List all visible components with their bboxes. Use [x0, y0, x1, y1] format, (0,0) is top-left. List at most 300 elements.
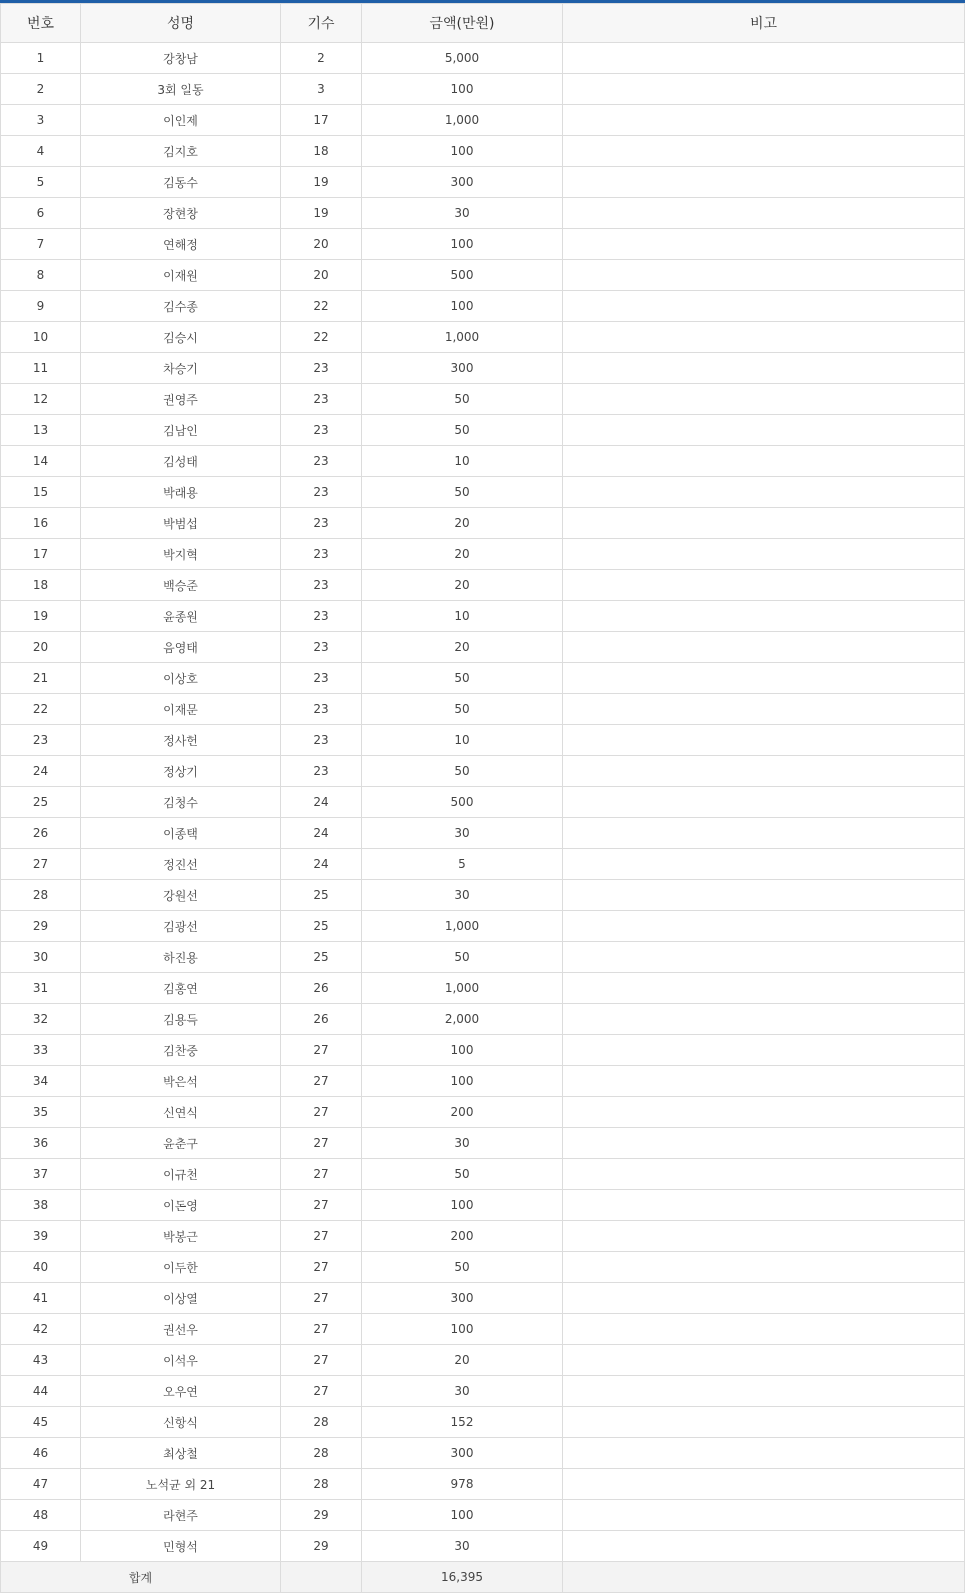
header-class: 기수: [281, 4, 362, 43]
cell-amount: 100: [362, 1314, 563, 1345]
cell-class: 23: [281, 415, 362, 446]
cell-name: 신항식: [81, 1407, 281, 1438]
table-row: [1, 1407, 965, 1438]
cell-name: 김성태: [81, 446, 281, 477]
table-row: [1, 198, 965, 229]
cell-class: 27: [281, 1252, 362, 1283]
total-amount: 16,395: [362, 1562, 563, 1593]
cell-amount: 30: [362, 1128, 563, 1159]
cell-amount: 300: [362, 167, 563, 198]
cell-note: [563, 787, 965, 818]
cell-no: 32: [1, 1004, 81, 1035]
cell-name: 박범섭: [81, 508, 281, 539]
cell-amount: 10: [362, 725, 563, 756]
cell-no: 20: [1, 632, 81, 663]
cell-no: 48: [1, 1500, 81, 1531]
cell-note: [563, 198, 965, 229]
cell-no: 14: [1, 446, 81, 477]
table-row: [1, 911, 965, 942]
table-row: [1, 74, 965, 105]
cell-amount: 50: [362, 1252, 563, 1283]
cell-note: [563, 570, 965, 601]
cell-no: 37: [1, 1159, 81, 1190]
cell-no: 36: [1, 1128, 81, 1159]
cell-note: [563, 1531, 965, 1562]
cell-no: 22: [1, 694, 81, 725]
table-row: [1, 1190, 965, 1221]
table-row: [1, 880, 965, 911]
cell-amount: 100: [362, 1066, 563, 1097]
cell-note: [563, 880, 965, 911]
cell-note: [563, 446, 965, 477]
cell-amount: 300: [362, 353, 563, 384]
cell-name: 박지혁: [81, 539, 281, 570]
cell-name: 강원선: [81, 880, 281, 911]
cell-note: [563, 1066, 965, 1097]
cell-name: 하진용: [81, 942, 281, 973]
cell-name: 노석균 외 21: [81, 1469, 281, 1500]
cell-note: [563, 1128, 965, 1159]
cell-note: [563, 291, 965, 322]
cell-name: 이석우: [81, 1345, 281, 1376]
cell-note: [563, 1221, 965, 1252]
cell-note: [563, 229, 965, 260]
cell-no: 47: [1, 1469, 81, 1500]
table-row: [1, 818, 965, 849]
cell-amount: 50: [362, 415, 563, 446]
table-row: [1, 1159, 965, 1190]
cell-class: 18: [281, 136, 362, 167]
cell-no: 13: [1, 415, 81, 446]
cell-no: 19: [1, 601, 81, 632]
cell-amount: 300: [362, 1438, 563, 1469]
cell-amount: 30: [362, 1376, 563, 1407]
table-header-row: [1, 4, 965, 43]
cell-amount: 20: [362, 632, 563, 663]
cell-no: 1: [1, 43, 81, 74]
cell-class: 25: [281, 942, 362, 973]
cell-class: 19: [281, 198, 362, 229]
cell-note: [563, 477, 965, 508]
table-row: [1, 260, 965, 291]
cell-name: 장현창: [81, 198, 281, 229]
cell-name: 연해정: [81, 229, 281, 260]
cell-name: 이돈영: [81, 1190, 281, 1221]
table-row: [1, 632, 965, 663]
cell-note: [563, 1035, 965, 1066]
cell-class: 27: [281, 1314, 362, 1345]
table-row: [1, 663, 965, 694]
table-row: [1, 1345, 965, 1376]
cell-no: 49: [1, 1531, 81, 1562]
cell-no: 44: [1, 1376, 81, 1407]
cell-name: 이재문: [81, 694, 281, 725]
cell-note: [563, 74, 965, 105]
cell-name: 김지호: [81, 136, 281, 167]
cell-class: 23: [281, 694, 362, 725]
cell-note: [563, 43, 965, 74]
cell-amount: 1,000: [362, 973, 563, 1004]
cell-note: [563, 663, 965, 694]
cell-amount: 100: [362, 74, 563, 105]
table-row: [1, 1469, 965, 1500]
table-row: [1, 1376, 965, 1407]
cell-amount: 100: [362, 229, 563, 260]
cell-name: 김찬중: [81, 1035, 281, 1066]
cell-note: [563, 818, 965, 849]
cell-class: 25: [281, 880, 362, 911]
cell-class: 27: [281, 1159, 362, 1190]
cell-amount: 500: [362, 260, 563, 291]
cell-amount: 300: [362, 1283, 563, 1314]
header-amount: 금액(만원): [362, 4, 563, 43]
cell-class: 27: [281, 1128, 362, 1159]
cell-name: 김동수: [81, 167, 281, 198]
cell-name: 음영태: [81, 632, 281, 663]
cell-amount: 1,000: [362, 105, 563, 136]
cell-amount: 100: [362, 136, 563, 167]
table-row: [1, 942, 965, 973]
cell-note: [563, 973, 965, 1004]
cell-amount: 30: [362, 198, 563, 229]
cell-amount: 30: [362, 818, 563, 849]
cell-note: [563, 353, 965, 384]
cell-class: 27: [281, 1190, 362, 1221]
table-row: [1, 1128, 965, 1159]
table-row: [1, 1314, 965, 1345]
cell-note: [563, 105, 965, 136]
cell-amount: 978: [362, 1469, 563, 1500]
cell-name: 이규천: [81, 1159, 281, 1190]
cell-note: [563, 1190, 965, 1221]
cell-name: 윤춘구: [81, 1128, 281, 1159]
cell-note: [563, 1376, 965, 1407]
cell-note: [563, 1283, 965, 1314]
cell-name: 민형석: [81, 1531, 281, 1562]
cell-amount: 50: [362, 756, 563, 787]
cell-class: 23: [281, 539, 362, 570]
cell-no: 45: [1, 1407, 81, 1438]
cell-name: 박은석: [81, 1066, 281, 1097]
cell-name: 박래용: [81, 477, 281, 508]
cell-note: [563, 260, 965, 291]
cell-class: 20: [281, 229, 362, 260]
table-row: [1, 725, 965, 756]
cell-name: 이인제: [81, 105, 281, 136]
cell-name: 김용득: [81, 1004, 281, 1035]
cell-class: 23: [281, 601, 362, 632]
cell-name: 신연식: [81, 1097, 281, 1128]
cell-class: 23: [281, 756, 362, 787]
cell-note: [563, 942, 965, 973]
cell-no: 34: [1, 1066, 81, 1097]
cell-no: 33: [1, 1035, 81, 1066]
cell-note: [563, 136, 965, 167]
cell-class: 29: [281, 1500, 362, 1531]
cell-class: 28: [281, 1469, 362, 1500]
table-row: [1, 1438, 965, 1469]
cell-note: [563, 1469, 965, 1500]
table-row: [1, 1252, 965, 1283]
cell-name: 김승시: [81, 322, 281, 353]
cell-note: [563, 911, 965, 942]
cell-class: 27: [281, 1376, 362, 1407]
table-row: [1, 1097, 965, 1128]
cell-no: 18: [1, 570, 81, 601]
total-class: [281, 1562, 362, 1593]
cell-amount: 2,000: [362, 1004, 563, 1035]
cell-no: 39: [1, 1221, 81, 1252]
cell-name: 권선우: [81, 1314, 281, 1345]
cell-name: 김수종: [81, 291, 281, 322]
cell-amount: 10: [362, 601, 563, 632]
cell-class: 27: [281, 1221, 362, 1252]
table-row: [1, 1035, 965, 1066]
cell-no: 7: [1, 229, 81, 260]
cell-no: 38: [1, 1190, 81, 1221]
cell-class: 2: [281, 43, 362, 74]
cell-name: 오우연: [81, 1376, 281, 1407]
cell-class: 27: [281, 1066, 362, 1097]
cell-name: 김광선: [81, 911, 281, 942]
cell-no: 46: [1, 1438, 81, 1469]
table-row: [1, 353, 965, 384]
cell-no: 31: [1, 973, 81, 1004]
cell-amount: 152: [362, 1407, 563, 1438]
cell-name: 라현주: [81, 1500, 281, 1531]
cell-amount: 100: [362, 1500, 563, 1531]
cell-name: 차승기: [81, 353, 281, 384]
cell-class: 20: [281, 260, 362, 291]
table-row: [1, 384, 965, 415]
cell-no: 40: [1, 1252, 81, 1283]
cell-amount: 100: [362, 291, 563, 322]
cell-no: 11: [1, 353, 81, 384]
table-row: [1, 1004, 965, 1035]
cell-class: 24: [281, 818, 362, 849]
cell-class: 28: [281, 1407, 362, 1438]
cell-class: 23: [281, 570, 362, 601]
cell-note: [563, 1314, 965, 1345]
cell-amount: 10: [362, 446, 563, 477]
table-row: [1, 787, 965, 818]
cell-no: 10: [1, 322, 81, 353]
table-row: [1, 1531, 965, 1562]
cell-note: [563, 539, 965, 570]
cell-amount: 20: [362, 570, 563, 601]
cell-note: [563, 1500, 965, 1531]
cell-name: 백승준: [81, 570, 281, 601]
cell-no: 17: [1, 539, 81, 570]
cell-name: 이재원: [81, 260, 281, 291]
cell-amount: 5,000: [362, 43, 563, 74]
cell-name: 강창남: [81, 43, 281, 74]
cell-no: 41: [1, 1283, 81, 1314]
cell-amount: 20: [362, 1345, 563, 1376]
cell-amount: 1,000: [362, 911, 563, 942]
cell-class: 3: [281, 74, 362, 105]
table-row: [1, 136, 965, 167]
cell-name: 이상호: [81, 663, 281, 694]
cell-no: 43: [1, 1345, 81, 1376]
cell-class: 23: [281, 632, 362, 663]
table-row: [1, 167, 965, 198]
table-row: [1, 694, 965, 725]
header-note: 비고: [563, 4, 965, 43]
cell-no: 9: [1, 291, 81, 322]
table-row: [1, 291, 965, 322]
table-row: [1, 1500, 965, 1531]
table-row: [1, 477, 965, 508]
cell-note: [563, 756, 965, 787]
cell-no: 27: [1, 849, 81, 880]
cell-no: 16: [1, 508, 81, 539]
cell-note: [563, 725, 965, 756]
cell-name: 정진선: [81, 849, 281, 880]
cell-class: 24: [281, 849, 362, 880]
cell-note: [563, 167, 965, 198]
cell-amount: 5: [362, 849, 563, 880]
table-row: [1, 1221, 965, 1252]
table-row: [1, 570, 965, 601]
cell-name: 김남인: [81, 415, 281, 446]
cell-name: 최상철: [81, 1438, 281, 1469]
cell-name: 정사헌: [81, 725, 281, 756]
cell-note: [563, 694, 965, 725]
cell-note: [563, 1252, 965, 1283]
cell-class: 23: [281, 384, 362, 415]
cell-name: 박봉근: [81, 1221, 281, 1252]
table-body: [1, 43, 965, 1562]
cell-class: 27: [281, 1283, 362, 1314]
cell-note: [563, 1004, 965, 1035]
cell-no: 4: [1, 136, 81, 167]
cell-note: [563, 601, 965, 632]
cell-class: 24: [281, 787, 362, 818]
cell-no: 35: [1, 1097, 81, 1128]
cell-note: [563, 849, 965, 880]
cell-amount: 100: [362, 1035, 563, 1066]
cell-name: 이종택: [81, 818, 281, 849]
cell-name: 이두한: [81, 1252, 281, 1283]
cell-amount: 30: [362, 1531, 563, 1562]
cell-class: 23: [281, 663, 362, 694]
cell-no: 24: [1, 756, 81, 787]
cell-class: 23: [281, 446, 362, 477]
cell-amount: 20: [362, 539, 563, 570]
cell-amount: 500: [362, 787, 563, 818]
cell-name: 정상기: [81, 756, 281, 787]
cell-class: 23: [281, 508, 362, 539]
cell-amount: 200: [362, 1097, 563, 1128]
cell-class: 23: [281, 353, 362, 384]
cell-no: 6: [1, 198, 81, 229]
cell-note: [563, 415, 965, 446]
total-note: [563, 1562, 965, 1593]
cell-amount: 200: [362, 1221, 563, 1252]
cell-amount: 50: [362, 477, 563, 508]
cell-amount: 50: [362, 942, 563, 973]
cell-no: 25: [1, 787, 81, 818]
header-name: 성명: [81, 4, 281, 43]
cell-amount: 1,000: [362, 322, 563, 353]
table-row: [1, 539, 965, 570]
cell-class: 27: [281, 1345, 362, 1376]
cell-name: 권영주: [81, 384, 281, 415]
cell-note: [563, 1345, 965, 1376]
cell-note: [563, 508, 965, 539]
header-no: 번호: [1, 4, 81, 43]
cell-no: 12: [1, 384, 81, 415]
table-row: [1, 446, 965, 477]
cell-amount: 20: [362, 508, 563, 539]
table-row: [1, 415, 965, 446]
total-label: 합계: [1, 1562, 281, 1593]
cell-no: 26: [1, 818, 81, 849]
table-row: [1, 973, 965, 1004]
cell-class: 17: [281, 105, 362, 136]
table-row: [1, 43, 965, 74]
cell-amount: 50: [362, 663, 563, 694]
table-row: [1, 229, 965, 260]
cell-class: 28: [281, 1438, 362, 1469]
cell-no: 23: [1, 725, 81, 756]
cell-note: [563, 1159, 965, 1190]
table-row: [1, 756, 965, 787]
cell-note: [563, 384, 965, 415]
total-row: [1, 1562, 965, 1593]
cell-no: 30: [1, 942, 81, 973]
cell-class: 23: [281, 477, 362, 508]
cell-class: 22: [281, 291, 362, 322]
cell-name: 김홍연: [81, 973, 281, 1004]
cell-no: 2: [1, 74, 81, 105]
table-row: [1, 1066, 965, 1097]
cell-no: 21: [1, 663, 81, 694]
cell-class: 26: [281, 1004, 362, 1035]
cell-amount: 50: [362, 1159, 563, 1190]
cell-no: 5: [1, 167, 81, 198]
cell-name: 이상열: [81, 1283, 281, 1314]
cell-class: 27: [281, 1097, 362, 1128]
table-row: [1, 322, 965, 353]
table-row: [1, 508, 965, 539]
cell-amount: 50: [362, 694, 563, 725]
table-row: [1, 105, 965, 136]
cell-note: [563, 632, 965, 663]
cell-no: 3: [1, 105, 81, 136]
cell-no: 8: [1, 260, 81, 291]
cell-class: 25: [281, 911, 362, 942]
cell-class: 19: [281, 167, 362, 198]
cell-amount: 50: [362, 384, 563, 415]
cell-class: 26: [281, 973, 362, 1004]
cell-class: 22: [281, 322, 362, 353]
cell-amount: 30: [362, 880, 563, 911]
donation-table: [0, 3, 965, 1593]
cell-class: 27: [281, 1035, 362, 1066]
table-row: [1, 849, 965, 880]
cell-note: [563, 1438, 965, 1469]
cell-note: [563, 1097, 965, 1128]
cell-no: 42: [1, 1314, 81, 1345]
table-row: [1, 1283, 965, 1314]
cell-class: 29: [281, 1531, 362, 1562]
cell-name: 김청수: [81, 787, 281, 818]
cell-no: 15: [1, 477, 81, 508]
cell-no: 28: [1, 880, 81, 911]
table-row: [1, 601, 965, 632]
